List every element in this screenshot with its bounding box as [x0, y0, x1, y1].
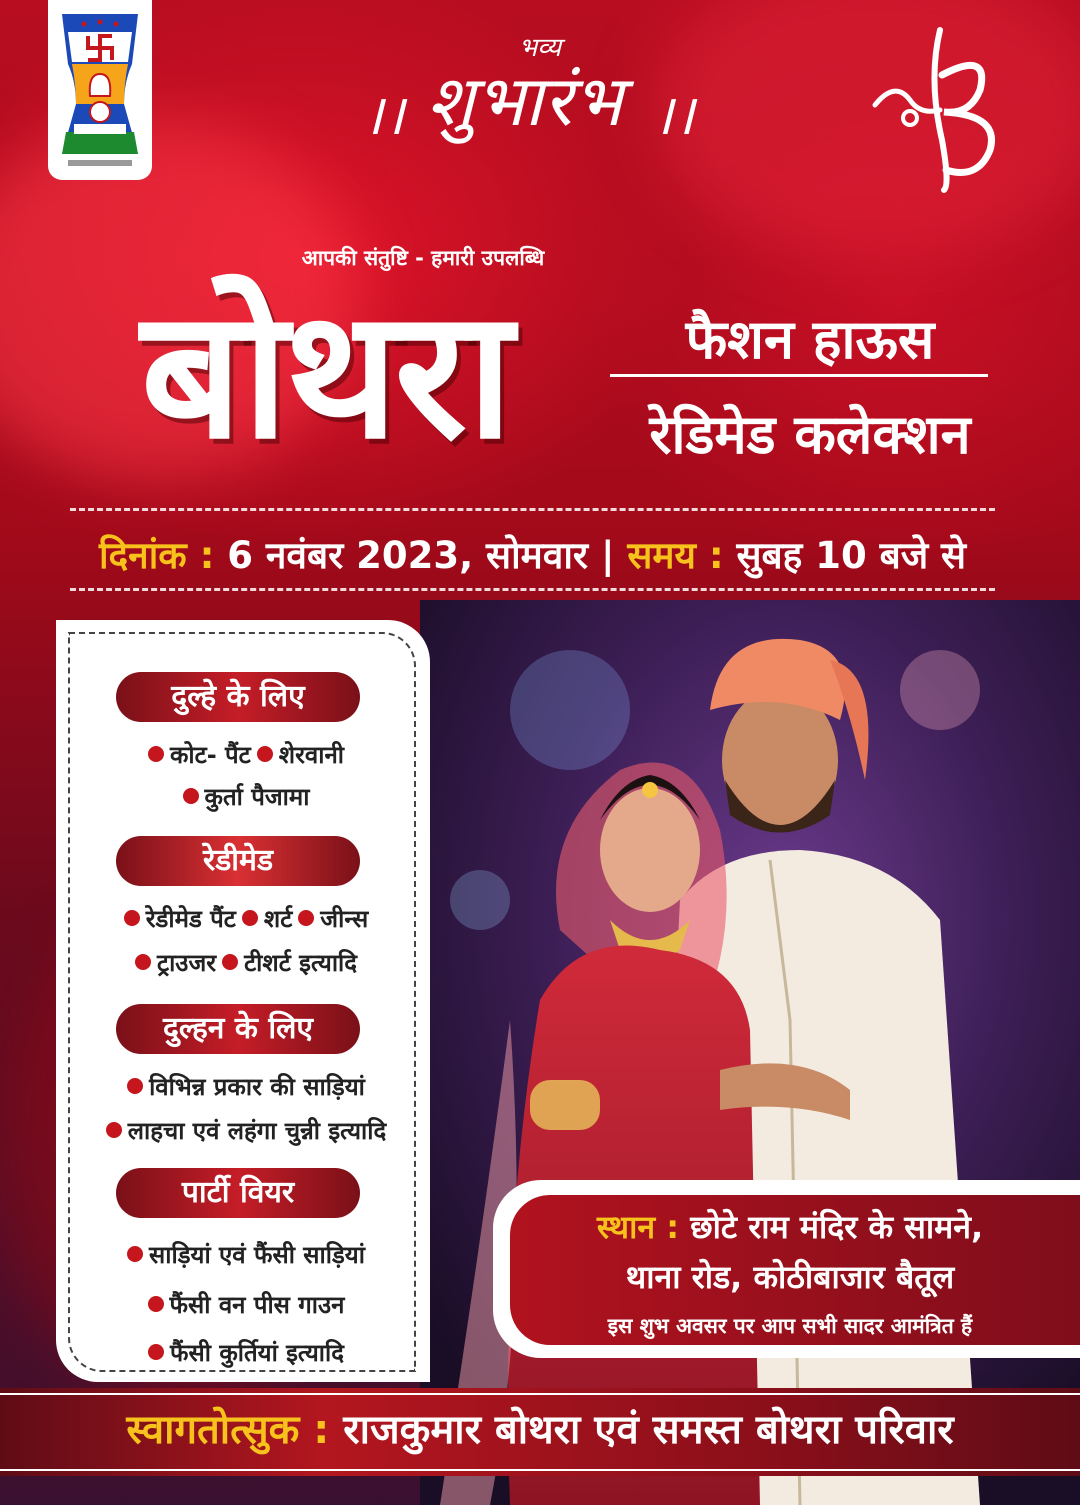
bullet-icon	[148, 1344, 164, 1360]
shubharambh-title: शुभारंभ	[426, 60, 624, 142]
section-title-bride: दुल्हन के लिए	[116, 1004, 360, 1054]
time-label: समय	[627, 534, 696, 577]
bars-right: ।।	[652, 83, 695, 148]
footer-line	[0, 1469, 1080, 1471]
list-item: रेडीमेड पैंट शर्ट जीन्स	[60, 902, 426, 935]
bullet-icon	[298, 910, 314, 926]
list-item: विभिन्न प्रकार की साड़ियां	[60, 1070, 426, 1103]
brand-sub-readymade: रेडिमेड कलेक्शन	[649, 403, 971, 466]
list-item: फैंसी कुर्तियां इत्यादि	[60, 1336, 426, 1369]
footer-label: स्वागतोत्सुक	[126, 1407, 300, 1453]
bullet-icon	[124, 910, 140, 926]
list-item: फैंसी वन पीस गाउन	[60, 1288, 426, 1321]
brand-name: बोथरा	[140, 271, 510, 478]
date-sep: :	[186, 534, 228, 577]
list-item: लाहचा एवं लहंगा चुन्नी इत्यादि	[60, 1114, 426, 1147]
dashed-divider	[70, 508, 995, 511]
date-time-line	[70, 528, 995, 579]
divider	[610, 374, 988, 377]
tagline: आपकी संतुष्टि - हमारी उपलब्धि	[301, 246, 545, 270]
footer-line	[0, 1393, 1080, 1395]
bullet-icon	[257, 746, 273, 762]
time-sep: :	[695, 534, 737, 577]
list-item: साड़ियां एवं फैंसी साड़ियां	[60, 1238, 426, 1271]
time-value: सुबह 10 बजे से	[736, 534, 967, 577]
section-title-groom: दुल्हे के लिए	[116, 672, 360, 722]
jain-emblem-icon	[48, 0, 152, 180]
bullet-icon	[242, 910, 258, 926]
brand-sub-fashion: फैशन हाऊस	[685, 308, 935, 371]
bullet-icon	[106, 1122, 122, 1138]
date-label: दिनांक	[98, 534, 187, 577]
bullet-icon	[222, 954, 238, 970]
invitation-text: इस शुभ अवसर पर आप सभी सादर आमंत्रित हैं	[607, 1314, 973, 1338]
bullet-icon	[127, 1246, 143, 1262]
bars-left: ।।	[362, 83, 405, 148]
address-line-1: स्थान : छोटे राम मंदिर के सामने,	[596, 1208, 984, 1246]
shubh-small-text: भव्य	[518, 33, 562, 63]
section-title-partywear: पार्टी वियर	[116, 1168, 360, 1218]
footer-names: राजकुमार बोथरा एवं समस्त बोथरा परिवार	[343, 1407, 954, 1453]
footer-text: स्वागतोत्सुक : राजकुमार बोथरा एवं समस्त बोथरा परिवार	[126, 1407, 954, 1453]
address-line-2: थाना रोड, कोठीबाजार बैतूल	[625, 1258, 955, 1296]
list-item: ट्राउजर टीशर्ट इत्यादि	[60, 946, 426, 979]
list-item: कोट- पैंट शेरवानी	[60, 738, 426, 771]
bullet-icon	[135, 954, 151, 970]
date-pipe: |	[588, 534, 628, 577]
list-item: कुर्ता पैजामा	[60, 780, 426, 813]
section-title-readymade: रेडीमेड	[116, 836, 360, 886]
address-label: स्थान	[596, 1208, 656, 1246]
couple-photo	[420, 600, 1080, 1505]
date-value: 6 नवंबर 2023, सोमवार	[227, 534, 589, 577]
bullet-icon	[183, 788, 199, 804]
dashed-divider	[70, 588, 995, 591]
b-monogram-icon	[870, 20, 1020, 200]
bullet-icon	[127, 1078, 143, 1094]
bullet-icon	[148, 1296, 164, 1312]
bullet-icon	[148, 746, 164, 762]
